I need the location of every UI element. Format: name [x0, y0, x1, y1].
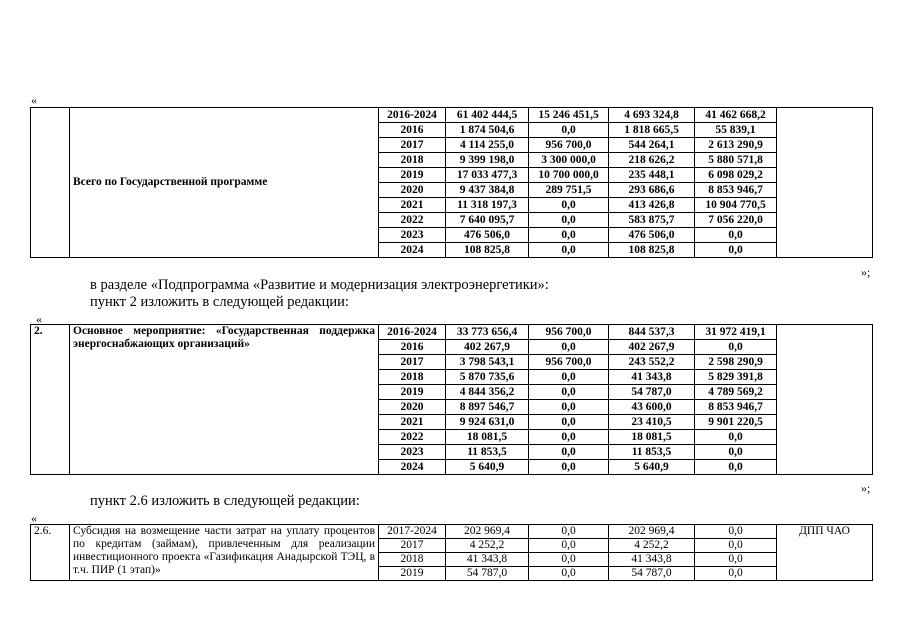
amount-cell: 9 924 631,0	[446, 415, 529, 430]
amount-cell: 11 853,5	[446, 445, 529, 460]
amount-cell: 41 343,8	[609, 370, 695, 385]
item-number-cell: 2.	[31, 325, 70, 475]
amount-cell: 844 537,3	[609, 325, 695, 340]
amount-cell: 2 613 290,9	[695, 138, 777, 153]
amount-cell: 956 700,0	[529, 138, 609, 153]
amount-cell: 17 033 477,3	[446, 168, 529, 183]
amount-cell: 413 426,8	[609, 198, 695, 213]
amount-cell: 0,0	[695, 228, 777, 243]
item-name-cell: Основное мероприятие: «Государственная поддержка энергоснабжающих организаций»	[70, 325, 379, 475]
quote-open-2: «	[36, 312, 42, 326]
amount-cell: 0,0	[529, 340, 609, 355]
quote-close-1: »;	[861, 265, 871, 279]
amount-cell: 4 252,2	[609, 539, 695, 553]
amount-cell: 54 787,0	[446, 567, 529, 581]
amount-cell: 4 252,2	[446, 539, 529, 553]
amount-cell: 7 640 095,7	[446, 213, 529, 228]
responsible-cell: ДПП ЧАО	[777, 525, 873, 581]
amount-cell: 218 626,2	[609, 153, 695, 168]
amount-cell: 18 081,5	[446, 430, 529, 445]
amount-cell: 0,0	[529, 228, 609, 243]
year-cell: 2020	[379, 400, 446, 415]
year-cell: 2018	[379, 370, 446, 385]
year-cell: 2023	[379, 445, 446, 460]
amount-cell: 0,0	[695, 445, 777, 460]
responsible-cell	[777, 108, 873, 258]
amount-cell: 0,0	[529, 370, 609, 385]
amount-cell: 289 751,5	[529, 183, 609, 198]
amount-cell: 202 969,4	[446, 525, 529, 539]
year-cell: 2022	[379, 430, 446, 445]
amount-cell: 4 693 324,8	[609, 108, 695, 123]
amount-cell: 5 880 571,8	[695, 153, 777, 168]
responsible-cell	[777, 325, 873, 475]
amount-cell: 55 839,1	[695, 123, 777, 138]
amount-cell: 11 318 197,3	[446, 198, 529, 213]
year-cell: 2023	[379, 228, 446, 243]
amount-cell: 0,0	[529, 198, 609, 213]
amount-cell: 202 969,4	[609, 525, 695, 539]
amount-cell: 1 818 665,5	[609, 123, 695, 138]
amount-cell: 43 600,0	[609, 400, 695, 415]
amount-cell: 0,0	[695, 553, 777, 567]
item-name-cell: Субсидия на возмещение части затрат на уплату процентов по кредитам (займам), привлеченным для реализации инвестиционного проекта «Газификация Анадырской ТЭЦ, в т.ч. ПИР (1 этап)»	[70, 525, 379, 581]
item-number-cell: 2.6.	[31, 525, 70, 581]
amount-cell: 10 700 000,0	[529, 168, 609, 183]
table-main-activity	[30, 324, 873, 475]
amount-cell: 31 972 419,1	[695, 325, 777, 340]
amount-cell: 41 343,8	[609, 553, 695, 567]
amount-cell: 476 506,0	[446, 228, 529, 243]
amount-cell: 243 552,2	[609, 355, 695, 370]
item26-text: пункт 2.6 изложить в следующей редакции:	[90, 493, 360, 509]
amount-cell: 956 700,0	[529, 355, 609, 370]
year-cell: 2016-2024	[379, 108, 446, 123]
amount-cell: 33 773 656,4	[446, 325, 529, 340]
amount-cell: 5 640,9	[609, 460, 695, 475]
amount-cell: 23 410,5	[609, 415, 695, 430]
amount-cell: 476 506,0	[609, 228, 695, 243]
amount-cell: 402 267,9	[446, 340, 529, 355]
item2-text: пункт 2 изложить в следующей редакции:	[90, 294, 349, 310]
amount-cell: 5 640,9	[446, 460, 529, 475]
amount-cell: 1 874 504,6	[446, 123, 529, 138]
table-row	[31, 325, 873, 340]
year-cell: 2017-2024	[379, 525, 446, 539]
year-cell: 2018	[379, 553, 446, 567]
amount-cell: 544 264,1	[609, 138, 695, 153]
amount-cell: 0,0	[529, 460, 609, 475]
amount-cell: 0,0	[529, 430, 609, 445]
amount-cell: 0,0	[529, 525, 609, 539]
amount-cell: 41 343,8	[446, 553, 529, 567]
amount-cell: 2 598 290,9	[695, 355, 777, 370]
amount-cell: 54 787,0	[609, 567, 695, 581]
amount-cell: 0,0	[529, 123, 609, 138]
amount-cell: 4 844 356,2	[446, 385, 529, 400]
item-number-cell	[31, 108, 70, 258]
year-cell: 2022	[379, 213, 446, 228]
amount-cell: 8 853 946,7	[695, 400, 777, 415]
amount-cell: 402 267,9	[609, 340, 695, 355]
amount-cell: 0,0	[529, 213, 609, 228]
year-cell: 2017	[379, 539, 446, 553]
year-cell: 2024	[379, 460, 446, 475]
amount-cell: 5 829 391,8	[695, 370, 777, 385]
amount-cell: 54 787,0	[609, 385, 695, 400]
amount-cell: 11 853,5	[609, 445, 695, 460]
amount-cell: 235 448,1	[609, 168, 695, 183]
amount-cell: 0,0	[529, 539, 609, 553]
amount-cell: 10 904 770,5	[695, 198, 777, 213]
amount-cell: 0,0	[695, 567, 777, 581]
table-subsidy	[30, 524, 873, 581]
amount-cell: 61 402 444,5	[446, 108, 529, 123]
amount-cell: 0,0	[529, 567, 609, 581]
year-cell: 2021	[379, 415, 446, 430]
amount-cell: 0,0	[695, 539, 777, 553]
amount-cell: 0,0	[529, 243, 609, 258]
amount-cell: 0,0	[529, 445, 609, 460]
item-name-cell: Всего по Государственной программе	[70, 108, 379, 258]
year-cell: 2019	[379, 567, 446, 581]
quote-open-1: «	[31, 93, 37, 107]
year-cell: 2021	[379, 198, 446, 213]
amount-cell: 4 789 569,2	[695, 385, 777, 400]
section-text: в разделе «Подпрограмма «Развитие и модернизация электроэнергетики»:	[90, 277, 549, 293]
amount-cell: 41 462 668,2	[695, 108, 777, 123]
amount-cell: 0,0	[695, 243, 777, 258]
amount-cell: 0,0	[695, 460, 777, 475]
year-cell: 2017	[379, 355, 446, 370]
year-cell: 2016	[379, 340, 446, 355]
year-cell: 2016-2024	[379, 325, 446, 340]
quote-open-3: «	[31, 511, 37, 525]
amount-cell: 7 056 220,0	[695, 213, 777, 228]
year-cell: 2019	[379, 168, 446, 183]
table-total-program	[30, 107, 873, 258]
amount-cell: 18 081,5	[609, 430, 695, 445]
quote-close-2: »;	[861, 481, 871, 495]
amount-cell: 293 686,6	[609, 183, 695, 198]
amount-cell: 0,0	[529, 553, 609, 567]
amount-cell: 108 825,8	[609, 243, 695, 258]
table-row	[31, 525, 873, 539]
amount-cell: 9 399 198,0	[446, 153, 529, 168]
amount-cell: 3 798 543,1	[446, 355, 529, 370]
year-cell: 2018	[379, 153, 446, 168]
amount-cell: 3 300 000,0	[529, 153, 609, 168]
amount-cell: 4 114 255,0	[446, 138, 529, 153]
amount-cell: 8 853 946,7	[695, 183, 777, 198]
amount-cell: 0,0	[695, 430, 777, 445]
table-row	[31, 108, 873, 123]
year-cell: 2024	[379, 243, 446, 258]
amount-cell: 0,0	[695, 340, 777, 355]
year-cell: 2017	[379, 138, 446, 153]
amount-cell: 8 897 546,7	[446, 400, 529, 415]
amount-cell: 9 901 220,5	[695, 415, 777, 430]
amount-cell: 5 870 735,6	[446, 370, 529, 385]
amount-cell: 0,0	[529, 400, 609, 415]
amount-cell: 0,0	[529, 415, 609, 430]
amount-cell: 15 246 451,5	[529, 108, 609, 123]
amount-cell: 0,0	[695, 525, 777, 539]
amount-cell: 108 825,8	[446, 243, 529, 258]
year-cell: 2020	[379, 183, 446, 198]
amount-cell: 9 437 384,8	[446, 183, 529, 198]
amount-cell: 956 700,0	[529, 325, 609, 340]
amount-cell: 6 098 029,2	[695, 168, 777, 183]
year-cell: 2019	[379, 385, 446, 400]
amount-cell: 0,0	[529, 385, 609, 400]
year-cell: 2016	[379, 123, 446, 138]
amount-cell: 583 875,7	[609, 213, 695, 228]
